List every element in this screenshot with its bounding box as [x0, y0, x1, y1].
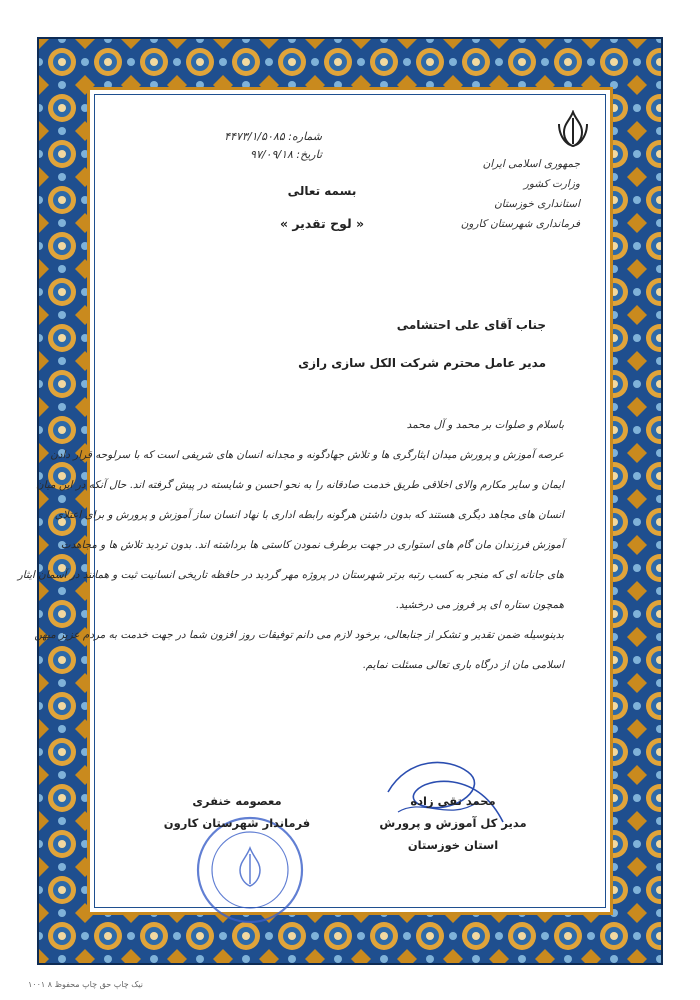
ministry-line: وزارت کشور [523, 178, 580, 190]
signer-name: معصومه خنفری [192, 794, 282, 808]
addressee-position: مدیر عامل محترم شرکت الکل سازی رازی [298, 356, 546, 370]
signature-left [152, 790, 322, 834]
iran-emblem-icon [556, 110, 590, 148]
reference-number [152, 128, 322, 146]
date-value: ۹۷/۰۹/۱۸ [250, 148, 293, 161]
salutation: باسلام و صلوات بر محمد و آل محمد [406, 419, 564, 431]
body-line: عرصه آموزش و پرورش میدان ایثارگری ها و تلاش جهادگونه و مجدانه انسان های شریفی است که با سرلوحه قرار دادن [50, 449, 564, 461]
body-line: بدینوسیله ضمن تقدیر و تشکر از جنابعالی، برخود لازم می دانم توفیقات روز افزون شما در جهت خدمت به مردم عزیز میهن [34, 629, 564, 641]
body-line: انسان های مجاهد دیگری هستند که بدون داشتن هرگونه رابطه اداری با نهاد انسان ساز آموزش و پرورش و برای اعتلای [54, 509, 564, 521]
ministry-block [430, 154, 580, 234]
certificate-title: « لوح تقدیر » [279, 216, 365, 231]
number-value: ۴۴۷۳/۱/۵۰۸۵ [224, 130, 285, 143]
signer-role: مدیر کل آموزش و پرورش [379, 816, 527, 830]
date-label: تاریخ: [296, 148, 322, 161]
certificate-page [17, 92, 608, 908]
signature-right [368, 790, 538, 856]
reference-date [152, 146, 322, 164]
body-line: آموزش فرزندان مان گام های استواری در جهت برطرف نمودن کاستی ها برداشته اند. بدون تردید تلاش ها و مجاهدت [60, 539, 564, 551]
ministry-line: فرمانداری شهرستان کارون [460, 218, 580, 230]
addressee-name: جناب آقای علی احتشامی [396, 318, 546, 332]
signer-place: استان خوزستان [407, 838, 499, 852]
addressee-block [298, 306, 546, 382]
bismillah-line: بسمه تعالی [287, 184, 357, 198]
certificate-heading [232, 184, 412, 231]
body-line: ایمان و سایر مکارم والای اخلاقی طریق خدمت صادقانه را به نحو احسن و شایسته در پیش گرفته اند. حال آنکه در این میان [36, 479, 564, 491]
body-line: اسلامی مان از درگاه باری تعالی مسئلت نمایم. [362, 659, 564, 671]
body-line: های جانانه ای که منجر به کسب رتبه برتر شهرستان در پروژه مهر گردید در حافظه تاریخی انسانیت ثبت و همانند در آسمان ایثار [17, 569, 564, 581]
number-label: شماره: [288, 130, 322, 143]
ministry-line: جمهوری اسلامی ایران [482, 158, 580, 170]
signer-role: فرماندار شهرستان کارون [163, 816, 311, 830]
body-line: همچون ستاره ای پر فروز می درخشید. [395, 599, 564, 611]
reference-meta [152, 128, 322, 164]
signer-name: محمد تقی زاده [410, 794, 496, 808]
printer-footer: نیک چاپ حق چاپ محفوظ ۸ ۱۰۰۱ [28, 980, 144, 989]
ministry-line: استانداری خوزستان [494, 198, 580, 210]
letter-body [17, 410, 564, 680]
